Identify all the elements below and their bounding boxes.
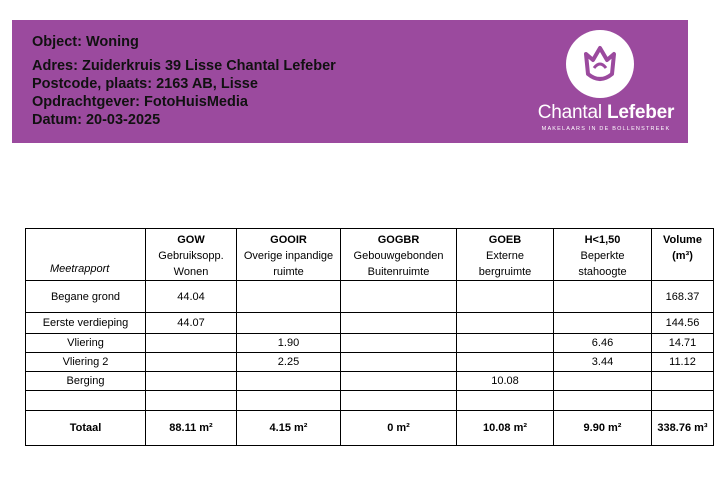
column-header: H<1,50 Beperkte stahoogte: [554, 229, 652, 281]
column-header: GOW Gebruiksopp. Wonen: [146, 229, 237, 281]
table-row: Vliering 2 2.25 3.44 11.12: [26, 353, 714, 372]
table-header-row: [26, 229, 714, 281]
date-label: Datum: 20-03-2025: [32, 112, 161, 128]
table-row: [26, 391, 714, 411]
tulip-icon: [566, 30, 634, 98]
company-name-last: Lefeber: [606, 102, 675, 123]
company-tagline: MAKELAARS IN DE BOLLENSTREEK: [541, 126, 671, 132]
report-details: [32, 33, 336, 129]
company-name-first: Chantal: [537, 102, 602, 123]
table-row: Vliering 1.90 6.46 14.71: [26, 334, 714, 353]
table-row: Begane grond 44.04 168.37: [26, 281, 714, 313]
object-label: Object: Woning: [32, 34, 139, 50]
column-header: GOGBR Gebouwgebonden Buitenruimte: [341, 229, 457, 281]
column-header: GOOIR Overige inpandige ruimte: [237, 229, 341, 281]
company-name: [536, 102, 676, 124]
total-row: Totaal 88.11 m² 4.15 m² 0 m² 10.08 m² 9.90 m² 338.76 m³: [26, 411, 714, 446]
corner-label: Meetrapport: [26, 229, 146, 281]
client-label: Opdrachtgever: FotoHuisMedia: [32, 94, 248, 110]
address-label: Adres: Zuiderkruis 39 Lisse Chantal Lefeber: [32, 58, 336, 74]
postcode-label: Postcode, plaats: 2163 AB, Lisse: [32, 76, 258, 92]
measurement-table: [25, 228, 714, 446]
column-header: GOEB Externe bergruimte: [457, 229, 554, 281]
table-row: Berging 10.08: [26, 372, 714, 391]
column-header: Volume (m³): [652, 229, 714, 281]
company-logo: [536, 30, 676, 140]
header-banner: [12, 20, 688, 143]
table-row: Eerste verdieping 44.07 144.56: [26, 313, 714, 334]
